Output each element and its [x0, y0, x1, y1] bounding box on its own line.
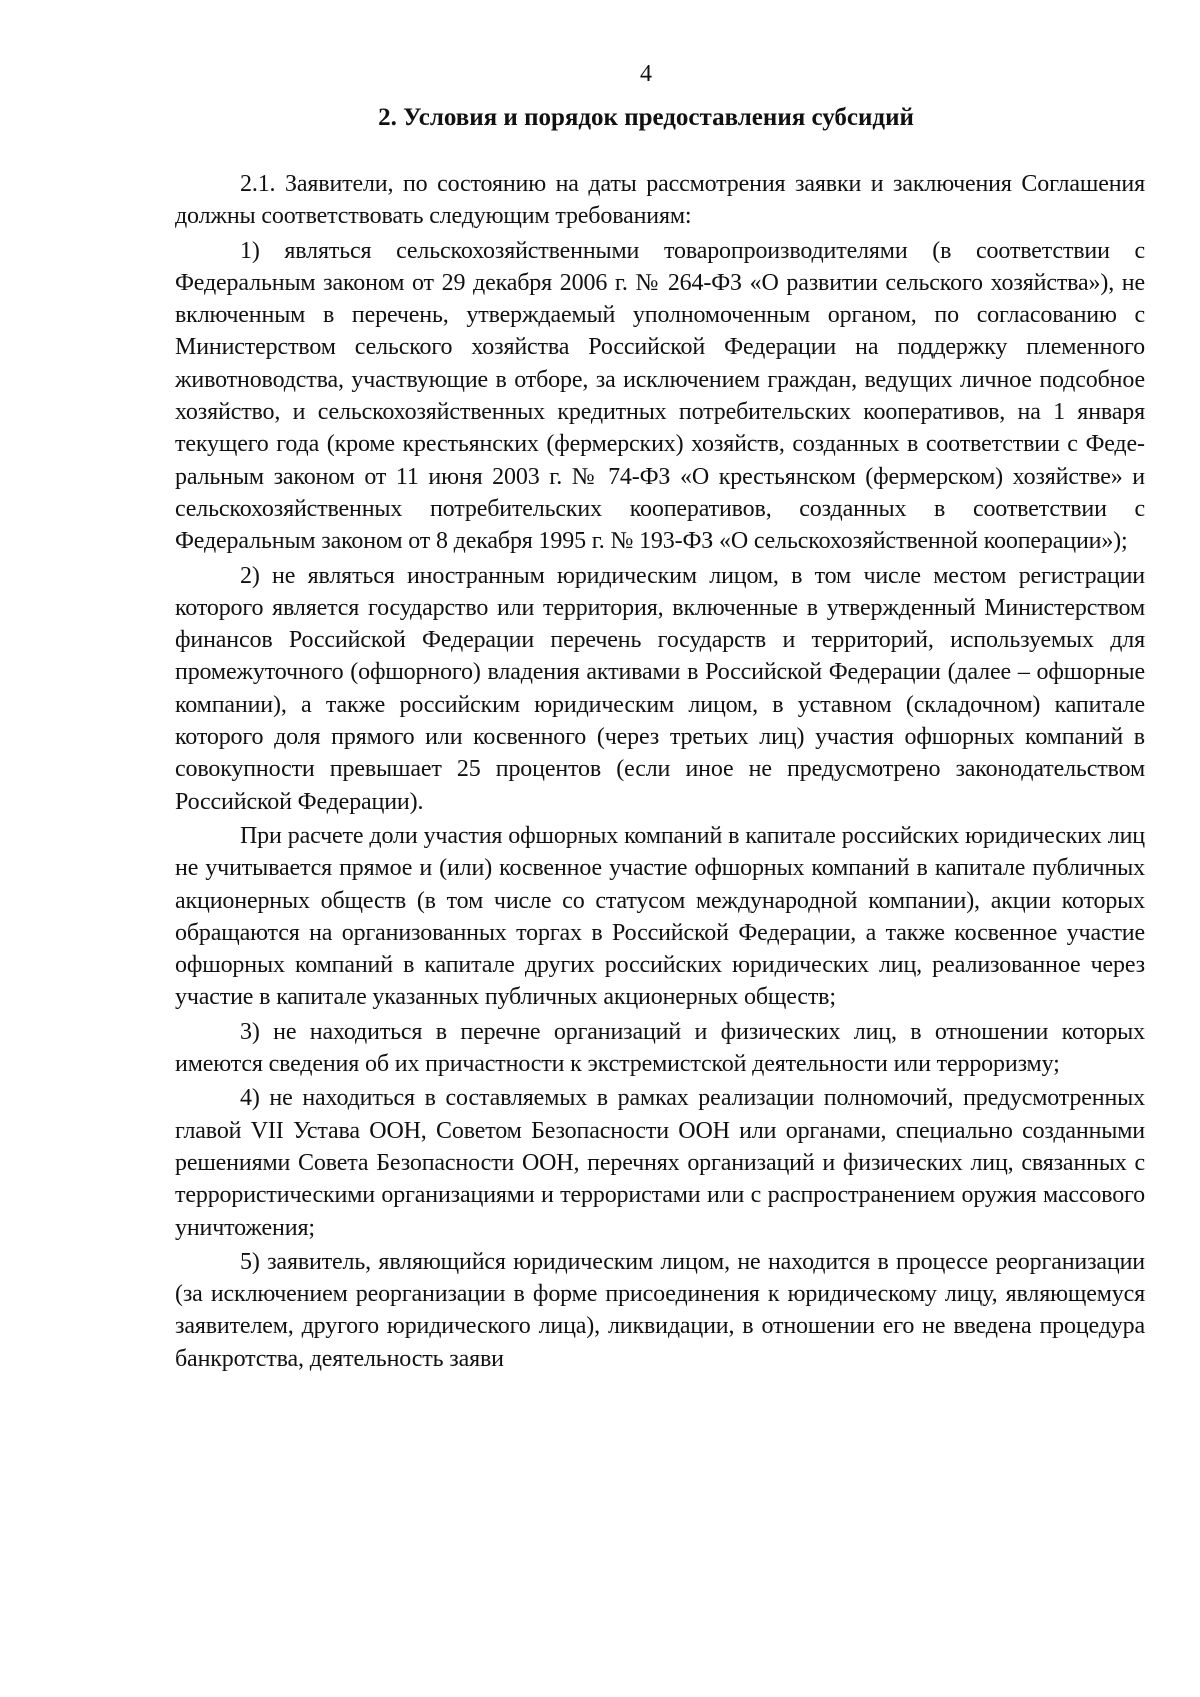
paragraph-item-2: 2) не являться иностранным юридическим лицом, в том числе местом регистрации которого является государство или территория, включенные в утвержденный Министерством финансов Российской Федерации перечень государств и территорий, используемых для промежуточного (офшорного) владения активами в Российской Федерации (далее – офшорные компании), а также российским юридическим лицом, в уставном (складочном) капитале которого доля прямого или косвенного (через третьих лиц) участия офшорных компаний в совокупности превышает 25 процентов (если иное не предусмотрено законодательством Российской Федерации). — [175, 562, 1145, 815]
page-number: 4 — [640, 61, 652, 87]
body-text — [175, 168, 1145, 1375]
paragraph-item-1: 1) являться сельскохозяйственными товаропроизводителями (в соответствии с Федеральным законом от 29 декабря 2006 г. № 264-ФЗ «О развитии сельского хозяйства»), не включенным в перечень, утверждаемый уполномоченным органом, по согласованию с Министерством сельского хозяйства Российской Федерации на поддержку племенного животноводства, участвующие в отборе, за исключением граждан, ведущих личное подсобное хозяйство, и сельскохозяйственных кредитных потребительских кооперативов, на 1 января текущего года (кроме крестьянских (фермерских) хозяйств, созданных в соответствии с Федеральным законом от 11 июня 2003 г. № 74-ФЗ «О крестьянском (фермерском) хозяйстве» и сельскохозяйственных потребительских кооперативов, созданных в соответствии с Федеральным законом от 8 декабря 1995 г. № 193-ФЗ «О сельскохозяйственной кооперации»); — [175, 237, 1145, 555]
section-heading: 2. Условия и порядок предоставления субсидий — [378, 104, 914, 131]
paragraph-2-1: 2.1. Заявители, по состоянию на даты рассмотрения заявки и заключения Соглашения должны соответствовать следующим требованиям: — [175, 171, 1145, 230]
paragraph-item-5: 5) заявитель, являющийся юридическим лицом, не находится в процессе реорганизации (за исключением реорганизации в форме присоединения к юридическому лицу, являющемуся заявителем, другого юридического лица), ликвидации, в отношении его не введена процедура банкротства, деятельность заяви — [175, 1248, 1145, 1372]
paragraph-offshore-calculation: При расчете доли участия офшорных компаний в капитале российских юридических лиц не учитывается прямое и (или) косвенное участие офшорных компаний в капитале публичных акционерных обществ (в том числе со статусом международной компании), акции которых обращаются на организованных торгах в Российской Федерации, а также косвенное участие офшорных компаний в капитале других российских юридических лиц, реализованное через участие в капитале указанных публичных акционерных обществ; — [175, 822, 1145, 1011]
paragraph-item-3: 3) не находиться в перечне организаций и физических лиц, в отношении которых имеются сведения об их причастности к экстремистской деятельности или терроризму; — [175, 1018, 1145, 1078]
paragraph-item-4: 4) не находиться в составляемых в рамках реализации полномочий, предусмотренных главой VII Устава ООН, Советом Безопасности ООН или органами, специально созданными решениями Совета Безопасности ООН, перечнях организаций и физических лиц, связанных с террористическими организациями и террористами или с распространением оружия массового уничтожения; — [175, 1085, 1145, 1241]
